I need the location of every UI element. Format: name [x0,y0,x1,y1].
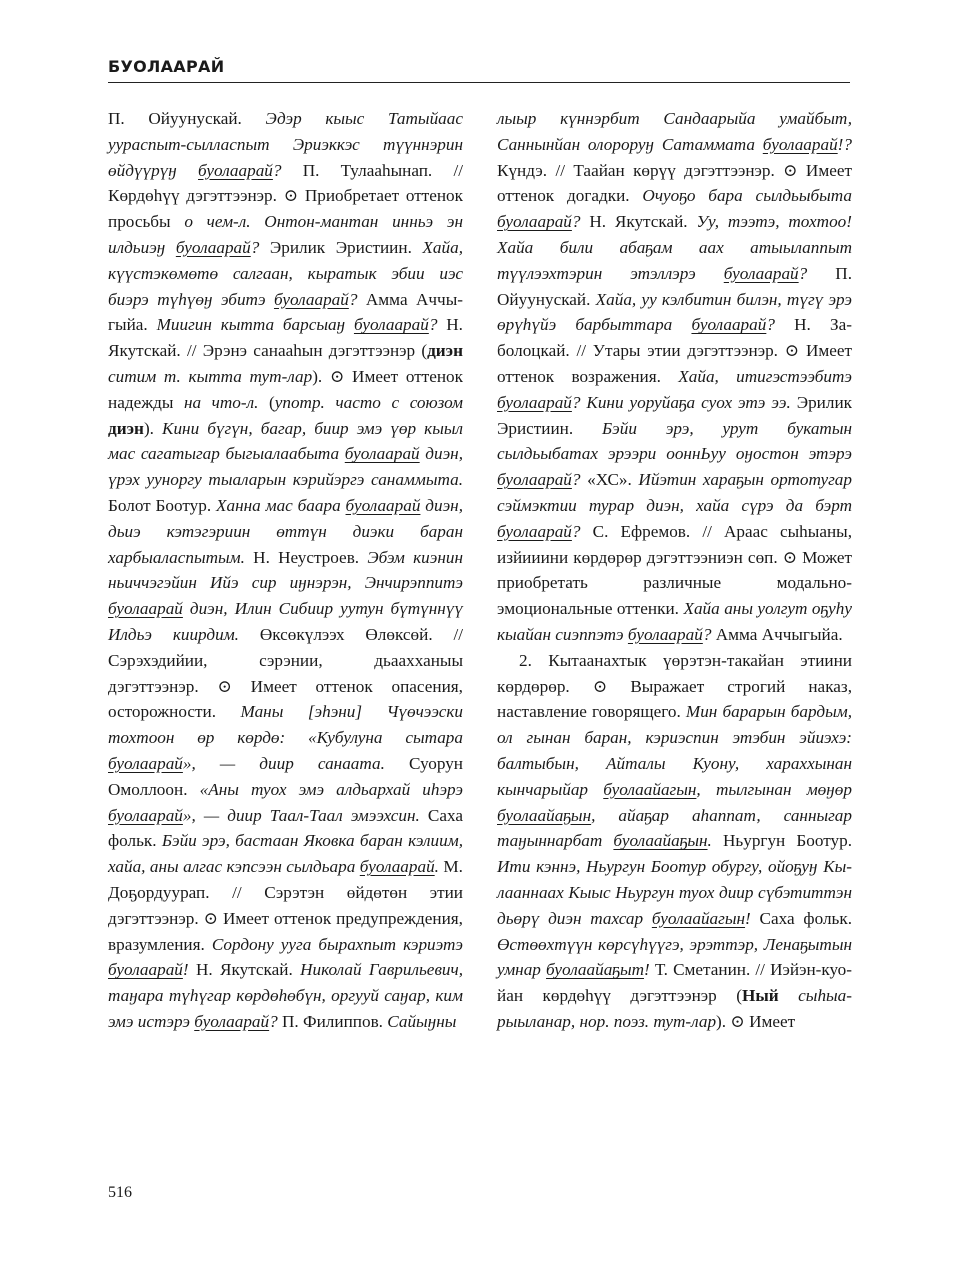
running-title: БУОЛААРАЙ [108,57,225,76]
left-column [108,106,463,1035]
page-header [108,56,850,83]
right-column [497,106,852,1035]
right-paragraph-2: 2. Кытаанахтык үөрэтэн-такайан этиини көрдөрөр. ⊙ Выражает строгий наказ, наставление говорящего. Мин барарын бардым, ол гынан баран, кэриэспин этэбин эйиэхэ: балтыбын, Айталы Куону, хараххынан кынчарыйар буолаайагын, тылгынан мөӈөр буолаайаҕын, айаҕар аhаппат, санныгар таӈыннарбат буолаайаҕын. Ньургун Боотур. Ити кэннэ, Ньургун Боотур обургу, ойоҕуӈ Кылааннаах Кыыс Ньургун туох диир сүбэтиттэн дьөрү диэн тахсар буолаайагын! Саха фольк. Өстөөхтүүн көрсүhүүгэ, эрэттэр, Ленаҕытын умнар буолаайаҕыт! Т. Сметанин. // Иэйэн-куойан көрдөhүү дэгэттээнэр (Ный сыhыарыыланар, нор. поэз. тут-лар). ⊙ Имеет [497,650,853,1031]
page-number: 516 [108,1184,132,1201]
left-paragraph-1: П. Ойуунускай. Эдэр кыыс Татыйаас уураспыт-сылласпыт Эриэккэс түүннэрин өйдүүрүӈ буолаарай? П. Тулааhынап. // Көрдөhүү дэгэттээнэр. ⊙ Приобретает оттенок просьбы о чем-л. Онтон-мантан инньэ эн илдьиэӈ буолаарай? Эрилик Эристиин. Хайа, күүстэкөмөтө салгаан, кыратык эбии иэс биэрэ түhүөӈ эбитэ буолаарай? Амма Аччыгыйа. Миигин кытта барсыаӈ буолаарай? Н. Якутскай. // Эрэнэ санааhын дэгэттээнэр (диэн ситим т. кытта тут-лар). ⊙ Имеет оттенок надежды на что-л. (употр. часто с союзом диэн). Кини бүгүн, багар, биир эмэ үөр кыыл мас сагатыгар быгыалаабыта буолаарай диэн, үрэх ууноргу тыаларын кэрийэргэ санаммыта. Болот Боотур. Ханна мас баара буолаарай диэн, дьиэ кэтэгэриин өттүн диэки баран харбыаласпытым. Н. Неустроев. Эбэм киэнин ньиччэгэйин Ийэ сир иӈнэрэн, Энчирэппитэ буолаарай диэн, Илин Сибиир уутун бүтүннүү Илдьэ киирдим. Өксөкүлээх Өлөксөй. // Сэрэхэдийии, сэрэнии, дьаахханыы дэгэттээнэр. ⊙ Имеет оттенок опасения, осторожности. Маны [эhэни] Чүөчээски тохтоон өр көрдө: «Кубулуна сытара буолаарай», — диир санаата. Суорун Омоллоон. «Аны туох эмэ алдьархай иhэрэ буолаарай», — диир Таал-Таал эмээхсин. Саха фольк. Бэйи эрэ, бастаан Яковка баран кэлиим, хайа, аны алгас кэпсээн сылдьара буолаарай. М. Доҕордуурап. // Сэрэтэн өйдөтөн этии дэгэттээнэр. ⊙ Имеет оттенок предупреждения, вразумления. Сордону ууга бырахпыт кэриэтэ буолаарай! Н. Якутскай. Николай Гаврильевич, таӈара түhүгар көрдөhөбүн, оргууй саӈар, ким эмэ истэрэ буолаарай? П. Филиппов. Сайыӈны [108,109,464,1031]
right-paragraph-1: лыыр күннэрбит Сандаарыйа умайбыт, Саннынйан олороруӈ Сатаммата буолаарай!? Күндэ. // Таайан көрүү дэгэттээнэр. ⊙ Имеет оттенок догадки. Очуоҕо бара сылдьыбыта буолаарай? Н. Якутскай. Уу, тээтэ, тохтоо! Хайа били абаҕам аах атыылаппыт түүлээхтэрин этэллэрэ буолаарай? П. Ойуунускай. Хайа, уу кэлбитин билэн, түгү эрэ өрүhүйэ барбыттара буолаарай? Н. Заболоцкай. // Утары этии дэгэттээнэр. ⊙ Имеет оттенок возражения. Хайа, итигэстээбитэ буолаарай? Кини уоруйаҕа суох этэ ээ. Эрилик Эристиин. Бэйи эрэ, урут букатын сылдьыбатах эрээри ооннЬуу оӈостон этэрэ буолаарай? «ХС». Ийэтин хараҕын ортотугар сэймэктии турар диэн, хайа сүрэ да бэрт буолаарай? С. Ефремов. // Араас сыhыаны, изйииини көрдөрөр дэгэттээниэн сөп. ⊙ Может приобретать различные модально-эмоциональные оттенки. Хайа аны уолгут оҕуhу кыайан сиэппэтэ буолаарай? Амма Аччыгыйа. [497,109,853,644]
